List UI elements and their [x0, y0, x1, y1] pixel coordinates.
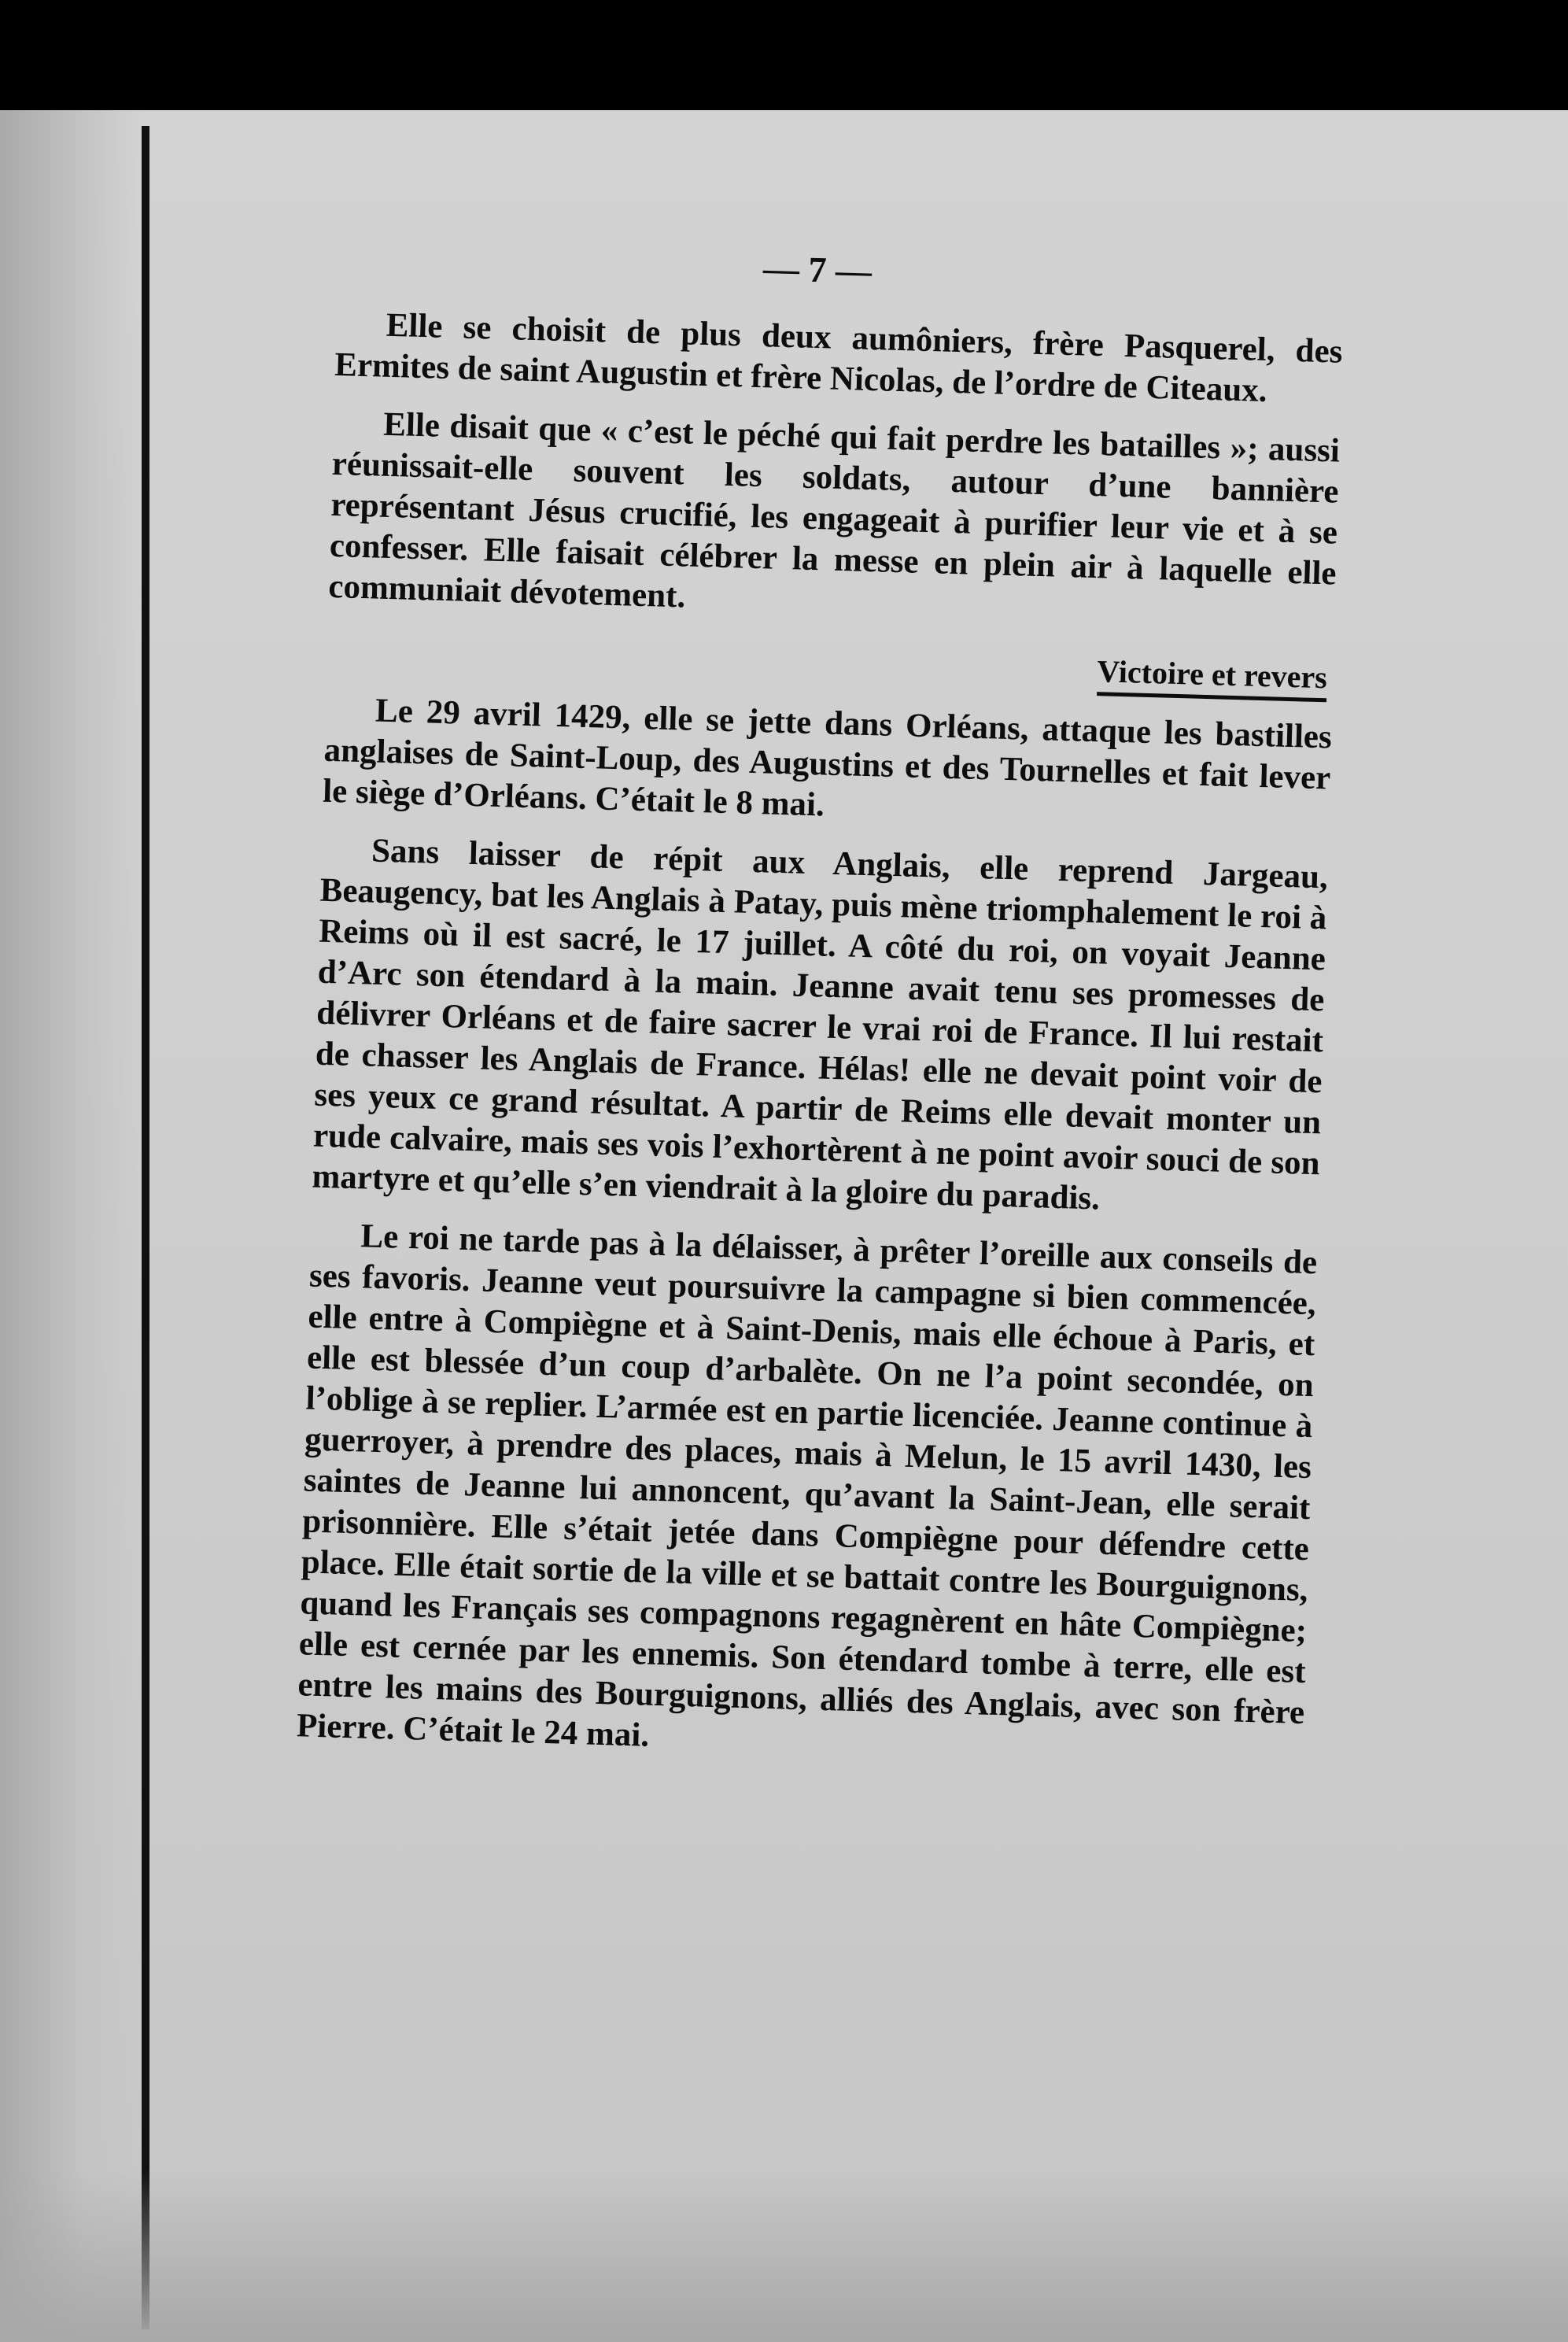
paragraph-sin-and-battles: Elle disait que « c’est le péché qui fait perdre les batailles »; aussi réunissait-elle souvent les soldats, autour d’une bannière représentant Jésus crucifié, les engageait à purifier leur vie et à se confesser. Elle faisait célébrer la messe en plein air à laquelle elle communiait dévotement. — [327, 405, 1341, 615]
text-body — [296, 236, 1345, 1792]
paragraph-capture: Le roi ne tarde pas à la délaisser, à prêter l’oreille aux conseils de ses favoris. Jeanne veut poursuivre la campagne si bien commencée, elle entre à Compiègne et à Saint-Denis, mais elle échoue à Paris, et elle est blessée d’un coup d’arbalète. On ne l’a point secondée, on l’oblige à se replier. L’armée est en partie licenciée. Jeanne continue à guerroyer, à prendre des places, mais à Melun, le 15 avril 1430, les saintes de Jeanne lui annoncent, qu’avant la Saint-Jean, elle serait prisonnière. Elle s’était jetée dans Compiègne pour défendre cette place. Elle était sortie de la ville et se battait contre les Bourguignons, quand les Français ses compagnons regagnèrent en hâte Compiègne; elle est cernée par les ennemis. Son étendard tombe à terre, elle est entre les mains des Bourguignons, alliés des Anglais, avec son frère Pierre. C’était le 24 mai. — [296, 1217, 1318, 1754]
binding-shadow — [0, 110, 142, 2342]
paragraph-reims: Sans laisser de répit aux Anglais, elle reprend Jargeau, Beaugency, bat les Anglais à Patay, puis mène triomphalement le roi à Reims où il est sacré, le 17 juillet. A côté du roi, on voyait Jeanne d’Arc son étendard à la main. Jeanne avait tenu ses promesses de délivrer Orléans et de faire sacrer le vrai roi de France. Il lui restait de chasser les Anglais de France. Hélas! elle ne devait point voir de ses yeux ce grand résultat. A partir de Reims elle devait monter un rude calvaire, mais ses vois l’exhortèrent à ne point avoir souci de son martyre et qu’elle s’en viendrait à la gloire du paradis. — [311, 832, 1329, 1217]
page-number: — 7 — — [762, 248, 873, 291]
paragraph-orleans: Le 29 avril 1429, elle se jette dans Orléans, attaque les bastilles anglaises de Saint-Loup, des Augustins et des Tournelles et fait lever le siège d’Orléans. C’était le 8 mai. — [322, 692, 1333, 824]
bottom-shadow — [0, 2169, 1568, 2342]
section-heading — [327, 630, 1334, 699]
paragraph-chaplains: Elle se choisit de plus deux aumôniers, frère Pasquerel, des Ermites de saint Augustin et frère Nicolas, de l’ordre de Citeaux. — [334, 306, 1344, 410]
section-heading-text: Victoire et revers — [1097, 653, 1328, 702]
page-edge-line — [142, 126, 149, 2329]
